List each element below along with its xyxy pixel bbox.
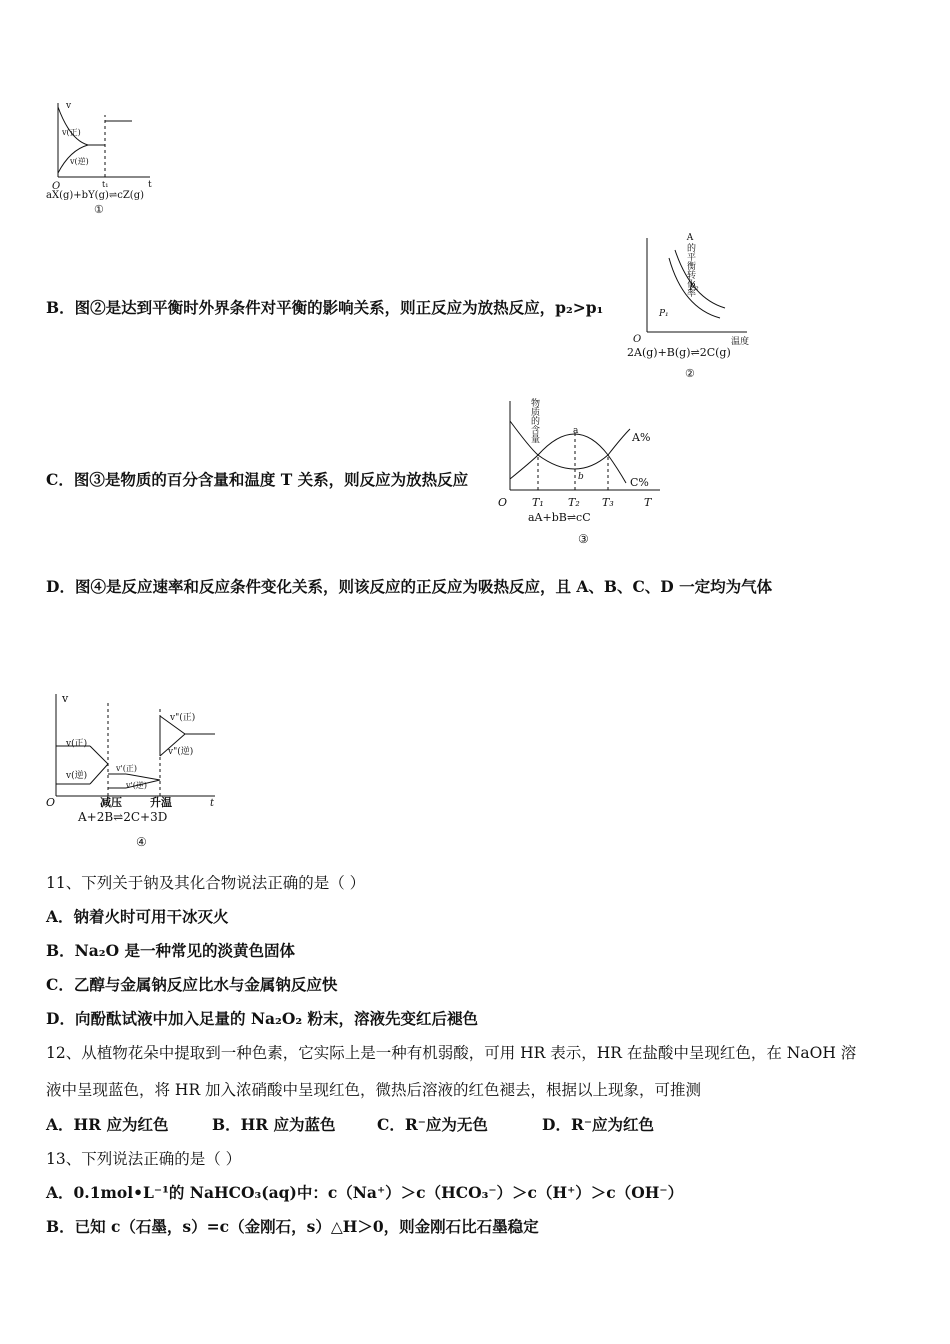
reverse3-label: v"(逆) (168, 747, 194, 757)
t2-label: T₂ (568, 496, 580, 509)
q11-option-b (46, 941, 295, 961)
q12-option-d (542, 1115, 654, 1135)
q13-stem: 13、下列说法正确的是（ ） (46, 1150, 242, 1168)
a-percent-label: A% (632, 431, 651, 444)
option-c (46, 470, 468, 490)
step2-label: 升温 (150, 796, 172, 809)
figure-1 (40, 95, 180, 220)
figure-number: ① (94, 203, 104, 216)
q12-option-d-text: D．R⁻应为红色 (542, 1115, 655, 1134)
y-axis-label (631, 233, 696, 298)
figure-4-svg (40, 688, 230, 853)
origin-label: O (498, 496, 508, 509)
forward-label: v(正) (62, 128, 81, 137)
q11-option-d-text: D．向酚酞试液中加入足量的 Na₂O₂ 粉末，溶液先变红后褪色 (46, 1009, 479, 1028)
q13-option-a (46, 1183, 683, 1203)
option-c-text: C．图③是物质的百分含量和温度 T 关系，则反应为放热反应 (46, 470, 469, 489)
option-b-text: B．图②是达到平衡时外界条件对平衡的影响关系，则正反应为放热反应，p₂>p₁ (46, 298, 604, 317)
q11-option-c (46, 975, 337, 995)
q11-stem: 11、下列关于钠及其化合物说法正确的是（ ） (46, 874, 366, 892)
figure-number: ④ (136, 835, 147, 849)
reverse-label: v(逆) (70, 157, 89, 166)
y-axis-text: 物质的含量 (494, 398, 539, 408)
forward1-label: v(正) (66, 739, 88, 749)
figure-1-svg (40, 95, 180, 220)
x-axis-label: T (644, 496, 652, 509)
q11-option-a (46, 907, 229, 927)
figure-3-svg (490, 393, 670, 553)
segment1-converge (90, 746, 108, 784)
equation: A+2B⇌2C+3D (78, 810, 168, 824)
p1-label: P₁ (659, 309, 669, 319)
q12-option-b (212, 1115, 336, 1135)
figure-number: ③ (578, 532, 589, 546)
q12-option-c-text: C．R⁻应为无色 (377, 1115, 488, 1134)
q12-stem-line-1: 12、从植物花朵中提取到一种色素，它实际上是一种有机弱酸，可用 HR 表示，HR 在盐酸中呈现红色，在 NaOH 溶 (46, 1044, 857, 1062)
forward3-label: v"(正) (170, 713, 196, 723)
p2-curve (675, 250, 725, 308)
origin-label: O (52, 181, 61, 192)
t1-label: T₁ (532, 496, 544, 509)
equation: aA+bB⇌cC (528, 511, 591, 524)
q13-option-b-text: B．已知 c（石墨，s）=c（金刚石，s）△H＞0，则金刚石比石墨稳定 (46, 1217, 539, 1236)
y-axis-label (494, 397, 540, 443)
point-b-label: b (578, 472, 584, 482)
equation: aX(g)+bY(g)⇌cZ(g) (46, 190, 145, 201)
y-axis-label: v (62, 692, 69, 705)
figure-3 (490, 393, 670, 553)
q11-option-c-text: C．乙醇与金属钠反应比水与金属钠反应快 (46, 975, 338, 994)
forward2-label: v'(正) (116, 764, 137, 773)
q13-option-b (46, 1217, 539, 1237)
figure-4 (40, 688, 230, 853)
forward-curve (58, 107, 105, 145)
q12-option-a (46, 1115, 168, 1135)
q11-option-b-text: B．Na₂O 是一种常见的淡黄色固体 (46, 941, 295, 960)
q12-stem-line-2: 液中呈现蓝色，将 HR 加入浓硝酸中呈现红色，微热后溶液的红色褪去，根据以上现象，可推测 (46, 1081, 702, 1099)
q13-option-a-text: A．0.1mol•L⁻¹的 NaHCO₃(aq)中：c（Na⁺）＞c（HCO₃⁻）＞c（H⁺）＞c（OH⁻） (46, 1183, 684, 1202)
c-percent-curve (510, 434, 626, 483)
point-a-label: a (573, 426, 579, 436)
c-percent-label: C% (630, 476, 649, 489)
y-axis-text: A的平衡转化率 (631, 233, 695, 243)
q11-option-d (46, 1009, 478, 1029)
reverse1-label: v(逆) (66, 771, 88, 781)
option-d-text: D．图④是反应速率和反应条件变化关系，则该反应的正反应为吸热反应，且 A、B、C、D 一定均为气体 (46, 577, 773, 596)
q12-option-a-text: A．HR 应为红色 (46, 1115, 169, 1134)
origin-label: O (633, 334, 642, 345)
reverse2-label: v'(逆) (126, 781, 147, 790)
t3-label: T₃ (602, 496, 614, 509)
origin-label: O (46, 796, 56, 809)
x-axis-label: 温度 (731, 337, 750, 347)
figure-2-svg (625, 228, 765, 383)
q11-option-a-text: A．钠着火时可用干冰灭火 (46, 907, 229, 926)
option-d (46, 577, 772, 597)
y-axis-label: v (66, 101, 72, 111)
t-axis-label: t (148, 180, 152, 190)
q12-option-b-text: B．HR 应为蓝色 (212, 1115, 336, 1134)
p2-label: P₂ (689, 283, 699, 293)
equation: 2A(g)+B(g)⇌2C(g) (627, 346, 731, 359)
a-percent-curve (510, 421, 630, 469)
figure-number: ② (685, 367, 695, 380)
t-axis-label: t (210, 798, 215, 809)
q12-option-c (377, 1115, 488, 1135)
figure-2 (625, 228, 765, 383)
step1-label: 减压 (100, 796, 122, 809)
t1-label: t₁ (102, 180, 109, 189)
option-b (46, 298, 603, 318)
